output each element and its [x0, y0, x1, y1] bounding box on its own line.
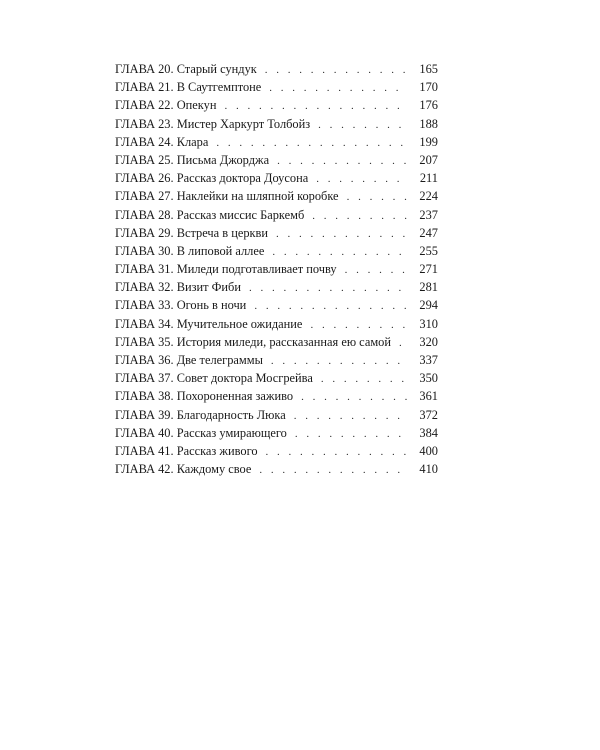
- toc-entry-title: ГЛАВА 29. Встреча в церкви: [115, 225, 269, 240]
- toc-entry: [115, 369, 438, 387]
- toc-entry-title: ГЛАВА 42. Каждому свое: [115, 462, 252, 477]
- toc-entry: [115, 278, 438, 296]
- toc-entry-page-number: 271: [419, 262, 438, 277]
- toc-dot-leader: [269, 79, 408, 97]
- toc-entry: [115, 315, 438, 333]
- toc-entry: [115, 387, 438, 405]
- toc-entry: [115, 351, 438, 369]
- toc-dot-leader: [347, 188, 408, 206]
- toc-dot-leader: [277, 152, 408, 170]
- toc-entry-page-number: 281: [419, 280, 438, 295]
- toc-dot-leader: [271, 352, 408, 370]
- toc-entry-page-number: 294: [419, 298, 438, 313]
- toc-entry-title: ГЛАВА 32. Визит Фиби: [115, 280, 241, 295]
- toc-dot-leader: [321, 370, 408, 388]
- toc-dot-leader: [259, 461, 408, 479]
- toc-dot-leader: [399, 334, 408, 352]
- toc-entry-title: ГЛАВА 34. Мучительное ожидание: [115, 316, 303, 331]
- toc-entry: [115, 115, 438, 133]
- toc-entry-page-number: 211: [419, 171, 438, 186]
- toc-entry-page-number: 255: [419, 243, 438, 258]
- toc-entry-page-number: 237: [419, 207, 438, 222]
- toc-dot-leader: [294, 407, 408, 425]
- toc-entry: [115, 206, 438, 224]
- toc-entry-title: ГЛАВА 39. Благодарность Люка: [115, 407, 286, 422]
- toc-entry: [115, 406, 438, 424]
- toc-dot-leader: [316, 170, 408, 188]
- toc-entry-title: ГЛАВА 35. История миледи, рассказанная ею самой: [115, 334, 391, 349]
- toc-entry-page-number: 384: [419, 425, 438, 440]
- toc-dot-leader: [312, 207, 408, 225]
- toc-entry: [115, 424, 438, 442]
- toc-dot-leader: [249, 279, 408, 297]
- toc-dot-leader: [272, 243, 408, 261]
- toc-dot-leader: [216, 134, 408, 152]
- toc-entry: [115, 260, 438, 278]
- toc-entry: [115, 460, 438, 478]
- toc-dot-leader: [310, 316, 408, 334]
- toc-entry-page-number: 410: [419, 462, 438, 477]
- toc-dot-leader: [318, 116, 408, 134]
- toc-entry-page-number: 176: [419, 98, 438, 113]
- toc-dot-leader: [276, 225, 408, 243]
- toc-entry: [115, 296, 438, 314]
- toc-entry-title: ГЛАВА 27. Наклейки на шляпной коробке: [115, 189, 339, 204]
- toc-entry: [115, 133, 438, 151]
- toc-entry-title: ГЛАВА 31. Миледи подготавливает почву: [115, 262, 337, 277]
- toc-entry-page-number: 320: [419, 334, 438, 349]
- toc-entry-page-number: 165: [419, 62, 438, 76]
- toc-entry-title: ГЛАВА 38. Похороненная заживо: [115, 389, 294, 404]
- toc-entry: [115, 96, 438, 114]
- toc-dot-leader: [265, 61, 408, 79]
- toc-entry: [115, 242, 438, 260]
- toc-entry-title: ГЛАВА 23. Мистер Харкурт Толбойз: [115, 116, 311, 131]
- toc-entry: [115, 442, 438, 460]
- toc-entry-page-number: 372: [419, 407, 438, 422]
- toc-entry-page-number: 400: [419, 443, 438, 458]
- toc-entry-title: ГЛАВА 26. Рассказ доктора Доусона: [115, 171, 309, 186]
- toc-entry: [115, 78, 438, 96]
- toc-entry-title: ГЛАВА 37. Совет доктора Мосгрейва: [115, 371, 313, 386]
- table-of-contents: [115, 60, 438, 478]
- toc-entry-title: ГЛАВА 41. Рассказ живого: [115, 443, 258, 458]
- toc-entry-title: ГЛАВА 40. Рассказ умирающего: [115, 425, 287, 440]
- toc-dot-leader: [345, 261, 408, 279]
- toc-entry-page-number: 170: [419, 80, 438, 95]
- toc-entry-page-number: 188: [419, 116, 438, 131]
- toc-entry: [115, 151, 438, 169]
- toc-entry-title: ГЛАВА 28. Рассказ миссис Баркемб: [115, 207, 305, 222]
- toc-entry-page-number: 337: [419, 353, 438, 367]
- toc-dot-leader: [224, 97, 408, 115]
- toc-entry-page-number: 224: [419, 189, 438, 204]
- toc-entry-page-number: 310: [419, 316, 438, 331]
- toc-entry-title: ГЛАВА 30. В липовой аллее: [115, 243, 265, 258]
- toc-entry-title: ГЛАВА 36. Две телеграммы: [115, 353, 263, 367]
- toc-entry-page-number: 207: [419, 152, 438, 167]
- toc-entry-title: ГЛАВА 25. Письма Джорджа: [115, 152, 270, 167]
- toc-entry-page-number: 361: [419, 389, 438, 404]
- toc-entry: [115, 60, 438, 78]
- toc-entry-title: ГЛАВА 24. Клара: [115, 134, 209, 149]
- toc-dot-leader: [295, 425, 408, 443]
- toc-entry-page-number: 247: [419, 225, 438, 240]
- toc-entry-page-number: 199: [419, 134, 438, 149]
- toc-entry: [115, 224, 438, 242]
- toc-dot-leader: [301, 388, 408, 406]
- toc-dot-leader: [254, 297, 408, 315]
- toc-entry: [115, 187, 438, 205]
- toc-entry: [115, 333, 438, 351]
- toc-entry: [115, 169, 438, 187]
- toc-entry-title: ГЛАВА 22. Опекун: [115, 98, 217, 113]
- toc-entry-title: ГЛАВА 20. Старый сундук: [115, 62, 257, 76]
- toc-entry-title: ГЛАВА 21. В Саутгемптоне: [115, 80, 262, 95]
- toc-entry-page-number: 350: [419, 371, 438, 386]
- toc-entry-title: ГЛАВА 33. Огонь в ночи: [115, 298, 247, 313]
- toc-dot-leader: [266, 443, 408, 461]
